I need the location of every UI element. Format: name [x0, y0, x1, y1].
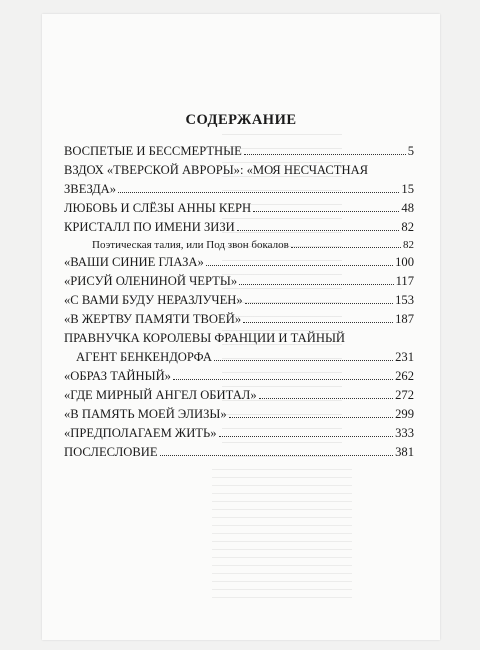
leader-dots [173, 379, 393, 380]
toc-entry [64, 443, 414, 462]
leader-dots [237, 230, 400, 231]
toc-entry [64, 161, 414, 199]
toc-entry-page: 187 [395, 312, 414, 326]
toc-entry-title: «В ЖЕРТВУ ПАМЯТИ ТВОЕЙ» [64, 312, 242, 326]
toc-entry [64, 424, 414, 443]
toc-entry-title: «РИСУЙ ОЛЕНИНОЙ ЧЕРТЫ» [64, 274, 238, 288]
toc-entry [64, 405, 414, 424]
leader-dots [206, 265, 393, 266]
leader-dots [229, 417, 393, 418]
toc-entry-page: 153 [395, 293, 414, 307]
toc-entry-page: 5 [407, 144, 414, 158]
book-page [42, 14, 440, 640]
toc-entry-title: АГЕНТ БЕНКЕНДОРФА [76, 350, 212, 364]
toc-entry-title: КРИСТАЛЛ ПО ИМЕНИ ЗИЗИ [64, 220, 235, 234]
leader-dots [239, 284, 393, 285]
toc-entry [64, 272, 414, 291]
leader-dots [245, 303, 393, 304]
toc-entry-page: 100 [395, 255, 414, 269]
toc-entry-title: «ОБРАЗ ТАЙНЫЙ» [64, 369, 171, 383]
toc-subentry [64, 237, 414, 253]
toc-entry-title-line1: ВЗДОХ «ТВЕРСКОЙ АВРОРЫ»: «МОЯ НЕСЧАСТНАЯ [64, 163, 369, 177]
toc-entry-page: 231 [395, 350, 414, 364]
leader-dots [219, 436, 394, 437]
show-through-imprint [212, 469, 352, 599]
leader-dots [253, 211, 399, 212]
toc-entry-title: ПОСЛЕСЛОВИЕ [64, 445, 158, 459]
toc-entry-page: 15 [401, 182, 414, 196]
table-of-contents [64, 142, 414, 462]
toc-entry-page: 262 [395, 369, 414, 383]
toc-entry-title: ЗВЕЗДА» [64, 182, 117, 196]
toc-entry-page: 299 [395, 407, 414, 421]
toc-entry-page: 333 [395, 426, 414, 440]
toc-entry-title: ВОСПЕТЫЕ И БЕССМЕРТНЫЕ [64, 144, 242, 158]
leader-dots [214, 360, 393, 361]
toc-entry [64, 218, 414, 237]
toc-heading: СОДЕРЖАНИЕ [185, 112, 297, 128]
leader-dots [118, 192, 399, 193]
leader-dots [243, 322, 393, 323]
toc-entry-page: 48 [401, 201, 414, 215]
leader-dots [160, 455, 394, 456]
toc-entry [64, 199, 414, 218]
toc-entry-title: «С ВАМИ БУДУ НЕРАЗЛУЧЕН» [64, 293, 243, 307]
toc-entry-page: 82 [401, 220, 414, 234]
toc-entry [64, 367, 414, 386]
toc-subentry-title: Поэтическая талия, или Под звон бокалов [92, 239, 289, 251]
toc-entry [64, 329, 414, 367]
toc-entry [64, 253, 414, 272]
toc-entry-page: 272 [395, 388, 414, 402]
toc-entry-page: 381 [395, 445, 414, 459]
toc-entry [64, 291, 414, 310]
toc-entry [64, 310, 414, 329]
toc-entry [64, 386, 414, 405]
toc-entry-title: ЛЮБОВЬ И СЛЁЗЫ АННЫ КЕРН [64, 201, 252, 215]
toc-entry [64, 142, 414, 161]
leader-dots [291, 247, 401, 248]
toc-subentry-page: 82 [403, 239, 414, 251]
toc-entry-title: «ВАШИ СИНИЕ ГЛАЗА» [64, 255, 204, 269]
toc-entry-title: «ПРЕДПОЛАГАЕМ ЖИТЬ» [64, 426, 217, 440]
leader-dots [259, 398, 393, 399]
toc-entry-title: «В ПАМЯТЬ МОЕЙ ЭЛИЗЫ» [64, 407, 227, 421]
toc-entry-title: «ГДЕ МИРНЫЙ АНГЕЛ ОБИТАЛ» [64, 388, 257, 402]
leader-dots [244, 154, 406, 155]
toc-entry-title-line1: ПРАВНУЧКА КОРОЛЕВЫ ФРАНЦИИ И ТАЙНЫЙ [64, 331, 346, 345]
toc-entry-page: 117 [395, 274, 414, 288]
